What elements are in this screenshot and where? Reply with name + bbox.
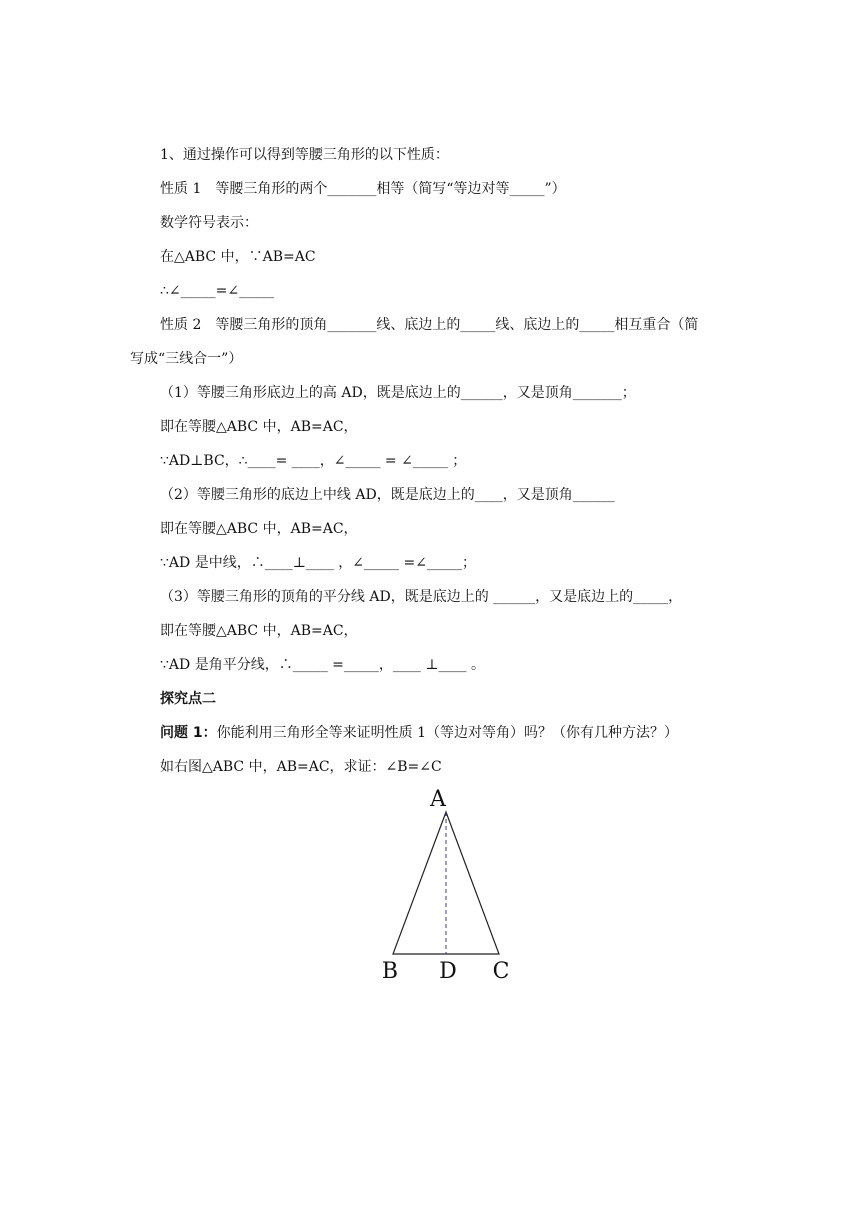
vertex-b-label: B	[381, 959, 399, 984]
question-1	[160, 724, 678, 742]
property-2-continuation: 写成“三线合一”）	[130, 351, 243, 367]
vertex-d-label: D	[439, 959, 457, 984]
property-1-line: 性质 1 等腰三角形的两个_______相等（简写“等边对等_____”）	[160, 181, 566, 197]
case-3-line: （3）等腰三角形的顶角的平分线 AD，既是底边上的 ______，又是底边上的_____，	[160, 589, 683, 605]
question-text: 你能利用三角形全等来证明性质 1（等边对等角）吗？（你有几种方法？）	[216, 725, 678, 741]
given-ab-ac-line: 在△ABC 中，∵AB=AC	[160, 249, 316, 265]
angle-equality-line: ∴∠_____=∠_____	[160, 283, 275, 299]
vertex-a-label: A	[430, 787, 446, 812]
question-label: 问题 1：	[160, 725, 217, 741]
section-heading: 探究点二	[160, 691, 216, 707]
triangle-diagram	[370, 780, 520, 986]
isosceles-triangle-figure	[370, 780, 520, 986]
given-statement: 如右图△ABC 中，AB=AC，求证：∠B=∠C	[160, 759, 442, 775]
case-1-conclusion: ∵AD⊥BC，∴____= ____，∠_____ = ∠_____ ；	[160, 453, 467, 469]
case-2-line: （2）等腰三角形的底边上中线 AD，既是底边上的____，又是顶角______	[160, 487, 615, 503]
case-1-line: （1）等腰三角形底边上的高 AD，既是底边上的______，又是顶角_______；	[160, 385, 636, 401]
vertex-c-label: C	[492, 959, 510, 984]
case-3-condition: 即在等腰△ABC 中，AB=AC，	[160, 623, 358, 639]
case-1-condition: 即在等腰△ABC 中，AB=AC，	[160, 419, 358, 435]
case-2-conclusion: ∵AD 是中线，∴____⊥____ ，∠_____ =∠_____；	[160, 555, 476, 571]
case-2-condition: 即在等腰△ABC 中，AB=AC，	[160, 521, 358, 537]
intro-line: 1、通过操作可以得到等腰三角形的以下性质：	[160, 147, 449, 163]
property-2-line: 性质 2 等腰三角形的顶角_______线、底边上的_____线、底边上的_____相互重合（简	[160, 317, 699, 333]
math-notation-line: 数学符号表示：	[160, 215, 258, 231]
case-3-conclusion: ∵AD 是角平分线，∴_____ =_____，____ ⊥____ 。	[160, 657, 485, 673]
